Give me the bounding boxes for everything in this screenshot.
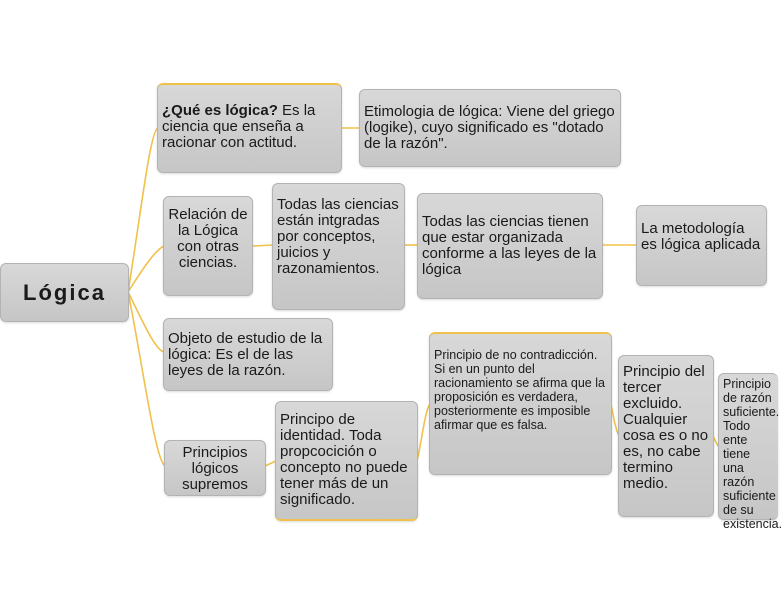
node-etimologia[interactable] xyxy=(359,89,621,167)
node-ciencias-organizada[interactable] xyxy=(417,193,603,299)
ciencias-organizada-text: Todas las ciencias tienen que estar organizada conforme a las leyes de la lógica xyxy=(422,213,597,278)
identidad-text: Principo de identidad. Toda propcocición o concepto no puede tener más de un significado. xyxy=(280,411,408,508)
razon-suficiente-text: Principio de razón suficiente. Todo ente tiene una razón suficiente de su existencia. xyxy=(723,377,782,531)
ciencias-integradas-text: Todas las ciencias están intgradas por conceptos, juicios y razonamientos. xyxy=(277,196,399,277)
node-objeto-estudio[interactable] xyxy=(163,318,333,391)
connector-relacion-integradas xyxy=(252,245,273,246)
node-tercer-excluido[interactable] xyxy=(618,355,714,517)
root-label: Lógica xyxy=(23,279,106,305)
node-que-es-logica[interactable] xyxy=(157,83,342,173)
objeto-text: Objeto de estudio de la lógica: Es el de las leyes de la razón. xyxy=(168,330,323,379)
node-relacion[interactable] xyxy=(163,196,253,296)
node-principios-supremos[interactable] xyxy=(164,440,266,496)
no-contradiccion-text: Principio de no contradicción. Si en un punto del racionamiento se afirma que la proposición es verdadera, posteriormente es imposible afirmar que es falsa. xyxy=(434,348,605,432)
node-no-contradiccion[interactable] xyxy=(429,332,612,475)
relacion-text: Relación de la Lógica con otras ciencias. xyxy=(168,206,248,271)
connector-root-principios xyxy=(128,292,165,466)
principios-text: Principios lógicos supremos xyxy=(182,444,248,493)
node-ciencias-integradas[interactable] xyxy=(272,183,405,310)
node-metodologia[interactable] xyxy=(636,205,767,286)
node-principio-identidad[interactable] xyxy=(275,401,418,521)
que-es-title: ¿Qué es lógica? xyxy=(162,102,278,119)
tercer-excluido-text: Principio del tercer excluido. Cualquier cosa es o no es, no cabe termino medio. xyxy=(623,363,709,492)
connector-root-que-es xyxy=(128,128,158,292)
que-es-text: Es la ciencia que enseña a racionar con actitud. xyxy=(162,102,316,151)
etimologia-text: Etimologia de lógica: Viene del griego (logike), cuyo significado es "dotado de la razón". xyxy=(364,103,615,152)
node-razon-suficiente[interactable] xyxy=(718,373,782,531)
metodologia-text: La metodología es lógica aplicada xyxy=(641,220,761,253)
root-node-logica[interactable] xyxy=(0,263,129,322)
